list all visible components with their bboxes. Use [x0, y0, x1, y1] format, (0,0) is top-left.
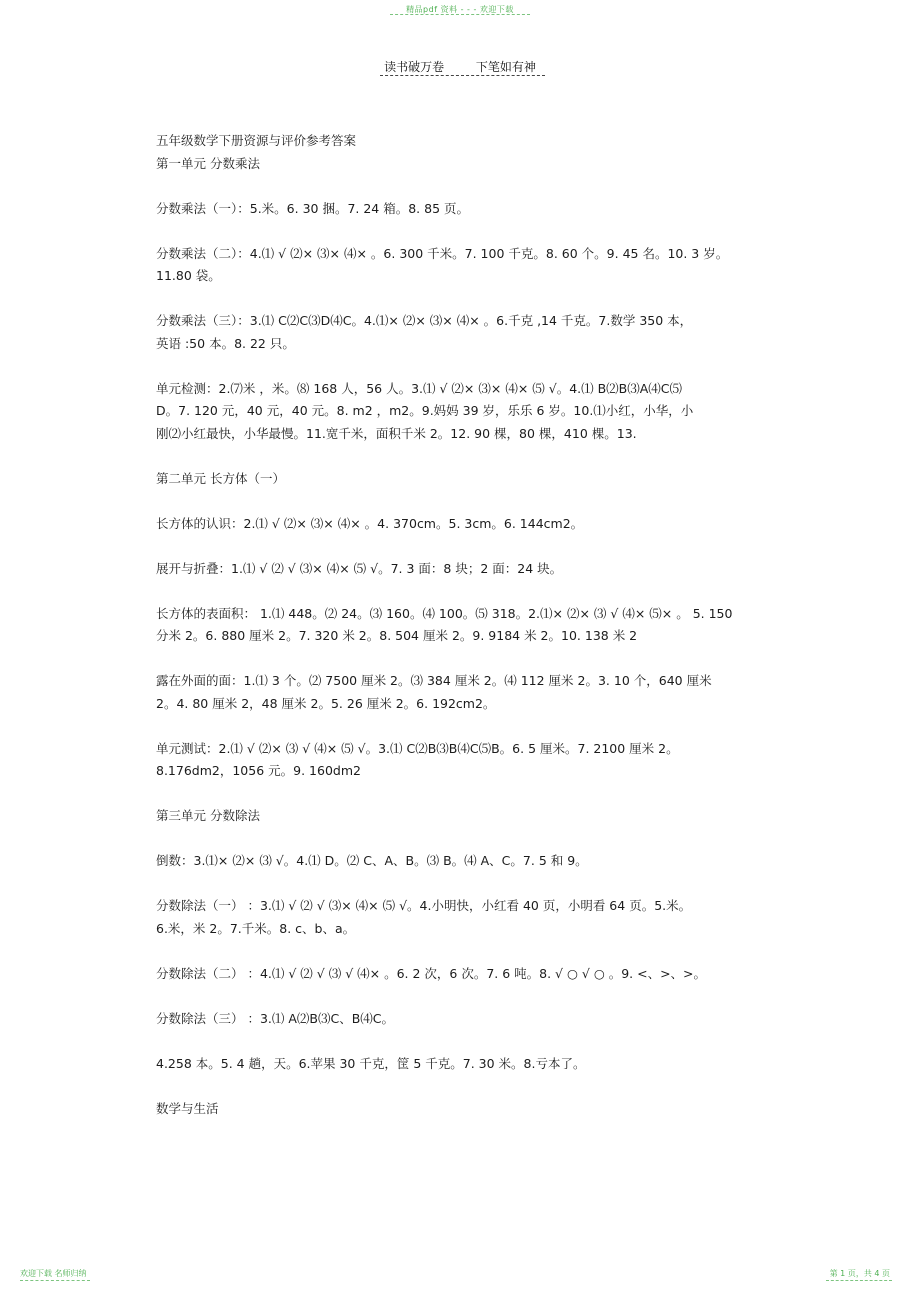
answer-line: 11.80 袋。 [156, 268, 221, 283]
answer-line: 分数乘法（一）：5.米。6. 30 捆。7. 24 箱。8. 85 页。 [156, 200, 470, 216]
answer-line: 单元测试：2.⑴ √ ⑵× ⑶ √ ⑷× ⑸ √。3.⑴ C⑵B⑶B⑷C⑸B。6. 5 厘米。7. 2100 厘米 2。 [156, 740, 679, 756]
motto-right: 下笔如有神 [475, 60, 536, 74]
header-motto [0, 58, 920, 75]
answer-line: 英语 :50 本。8. 22 只。 [156, 335, 295, 351]
section-heading: 数学与生活 [156, 1100, 219, 1116]
top-banner: 精品pdf 资料 - - - 欢迎下载 [406, 5, 514, 14]
document-title: 五年级数学下册资源与评价参考答案 [156, 133, 357, 148]
answer-line: 6.米，米 2。7.千米。8. c、b、a。 [156, 920, 356, 936]
top-dotted-rule [390, 14, 530, 15]
motto-left: 读书破万卷 [384, 60, 445, 74]
blank-line [156, 490, 776, 513]
answer-line: 露在外面的面：1.⑴ 3 个。⑵ 7500 厘米 2。⑶ 384 厘米 2。⑷ 112 厘米 2。3. 10 个，640 厘米 [156, 673, 712, 688]
blank-line [156, 220, 776, 243]
answer-line: 单元检测：2.⑺米 ，米。⑻ 168 人，56 人。3.⑴ √ ⑵× ⑶× ⑷× ⑸ √。4.⑴ B⑵B⑶A⑷C⑸ [156, 380, 683, 396]
blank-line [156, 580, 776, 603]
blank-line [156, 535, 776, 558]
unit-heading: 第二单元 长方体（一） [156, 470, 285, 486]
blank-line [156, 288, 776, 311]
footer-right-dotted-rule [826, 1280, 892, 1281]
blank-line [156, 355, 776, 378]
unit-heading: 第三单元 分数除法 [156, 808, 260, 823]
answer-line: 长方体的表面积： 1.⑴ 448。⑵ 24。⑶ 160。⑷ 100。⑸ 318。2.⑴× ⑵× ⑶ √ ⑷× ⑸× 。 5. 150 [156, 605, 733, 621]
blank-line [156, 985, 776, 1008]
answer-line: 分数乘法（二）：4.⑴ √ ⑵× ⑶× ⑷× 。6. 300 千米。7. 100 千克。8. 60 个。9. 45 名。10. 3 岁。 [156, 245, 729, 261]
blank-line [156, 1075, 776, 1098]
answer-line: 长方体的认识：2.⑴ √ ⑵× ⑶× ⑷× 。4. 370cm。5. 3cm。6. 144cm2。 [156, 515, 584, 531]
page-number: 第 1 页，共 4 页 [829, 1269, 890, 1278]
answer-line: 展开与折叠：1.⑴ √ ⑵ √ ⑶× ⑷× ⑸ √。7. 3 面：8 块；2 面：24 块。 [156, 560, 563, 576]
motto-dashed-rule [380, 75, 545, 76]
answer-line: 倒数：3.⑴× ⑵× ⑶ √。4.⑴ D。⑵ C、A、B。⑶ B。⑷ A、C。7. 5 和 9。 [156, 853, 588, 868]
blank-line [156, 783, 776, 806]
footer-left-note: 欢迎下载 名师归纳 [20, 1269, 87, 1278]
answer-line: 2。4. 80 厘米 2，48 厘米 2。5. 26 厘米 2。6. 192cm2。 [156, 695, 496, 711]
answer-line: 分米 2。6. 880 厘米 2。7. 320 米 2。8. 504 厘米 2。9. 9184 米 2。10. 138 米 2 [156, 628, 638, 643]
document-body [156, 130, 776, 1120]
answer-line: 分数除法（三） ：3.⑴ A⑵B⑶C、B⑷C。 [156, 1010, 395, 1026]
blank-line [156, 648, 776, 671]
answer-line: D。7. 120 元，40 元，40 元。8. m2 ，m2。9.妈妈 39 岁，乐乐 6 岁。10.⑴小红，小华，小 [156, 403, 694, 418]
blank-line [156, 873, 776, 896]
answer-line: 分数乘法（三）：3.⑴ C⑵C⑶D⑷C。4.⑴× ⑵× ⑶× ⑷× 。6.千克 ,14 千克。7.数学 350 本， [156, 313, 693, 328]
blank-line [156, 445, 776, 468]
blank-line [156, 828, 776, 851]
blank-line [156, 715, 776, 738]
unit-heading: 第一单元 分数乘法 [156, 155, 260, 171]
footer-left-dotted-rule [20, 1280, 90, 1281]
answer-line: 刚⑵小红最快，小华最慢。11.宽千米，面积千米 2。12. 90 棵，80 棵，410 棵。13. [156, 425, 637, 441]
answer-line: 分数除法（二） ：4.⑴ √ ⑵ √ ⑶ √ ⑷× 。6. 2 次，6 次。7. 6 吨。8. √ ○ √ ○ 。9. <、>、>。 [156, 965, 707, 981]
answer-line: 8.176dm2，1056 元。9. 160dm2 [156, 763, 361, 778]
answer-line: 分数除法（一） ：3.⑴ √ ⑵ √ ⑶× ⑷× ⑸ √。4.小明快，小红看 40 页，小明看 64 页。5.米。 [156, 898, 692, 913]
answer-line: 4.258 本。5. 4 趟，天。6.苹果 30 千克，筐 5 千克。7. 30 米。8.亏本了。 [156, 1055, 586, 1071]
blank-line [156, 940, 776, 963]
blank-line [156, 175, 776, 198]
blank-line [156, 1030, 776, 1053]
